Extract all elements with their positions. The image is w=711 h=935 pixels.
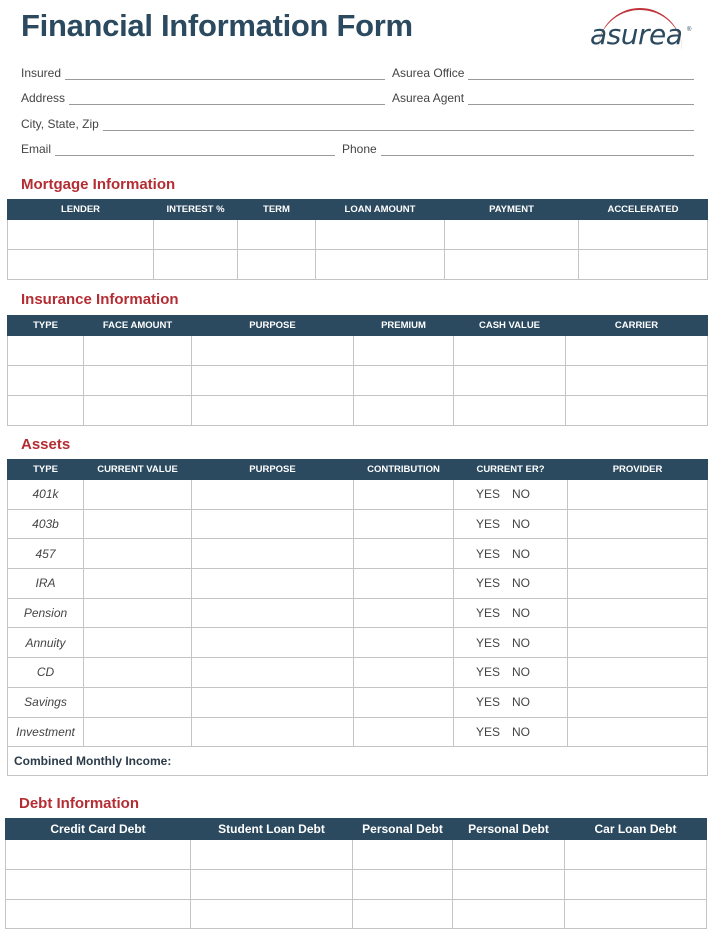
- assets-heading: Assets: [21, 436, 71, 453]
- cell[interactable]: [354, 628, 454, 658]
- asset-row: [8, 598, 708, 628]
- cell[interactable]: [191, 840, 353, 870]
- cell[interactable]: [354, 717, 454, 747]
- cell[interactable]: [6, 900, 191, 929]
- asset-type: 457: [8, 539, 84, 569]
- asset-type: Annuity: [8, 628, 84, 658]
- current-er-cell: [454, 717, 568, 747]
- cell[interactable]: [8, 336, 84, 366]
- cell[interactable]: [84, 598, 192, 628]
- cell[interactable]: [8, 250, 154, 280]
- combined-income-label[interactable]: Combined Monthly Income:: [8, 747, 708, 776]
- cell[interactable]: [566, 396, 708, 426]
- col-lender: LENDER: [8, 200, 154, 220]
- col-personal-debt-2: Personal Debt: [453, 819, 565, 840]
- cell[interactable]: [84, 539, 192, 569]
- email-field[interactable]: [21, 140, 335, 156]
- col-payment: PAYMENT: [445, 200, 579, 220]
- cell[interactable]: [445, 250, 579, 280]
- cell[interactable]: [354, 336, 454, 366]
- cell[interactable]: [192, 480, 354, 510]
- asset-type: CD: [8, 658, 84, 688]
- cell[interactable]: [192, 687, 354, 717]
- current-er-cell: [454, 539, 568, 569]
- cell[interactable]: [238, 220, 316, 250]
- cell[interactable]: [192, 598, 354, 628]
- cell[interactable]: [238, 250, 316, 280]
- col-accelerated: ACCELERATED: [579, 200, 708, 220]
- asset-row: [8, 628, 708, 658]
- yes-option[interactable]: YES: [476, 606, 501, 621]
- cell[interactable]: [84, 687, 192, 717]
- cell[interactable]: [84, 717, 192, 747]
- asset-type: 403b: [8, 509, 84, 539]
- cell[interactable]: [316, 250, 445, 280]
- col-carrier: CARRIER: [566, 316, 708, 336]
- col-cash-value: CASH VALUE: [454, 316, 566, 336]
- col-term: TERM: [238, 200, 316, 220]
- cell[interactable]: [354, 687, 454, 717]
- cell[interactable]: [565, 840, 707, 870]
- yes-option[interactable]: YES: [476, 695, 501, 710]
- agent-input[interactable]: [468, 92, 694, 105]
- col-purpose: PURPOSE: [192, 460, 354, 480]
- cell[interactable]: [353, 840, 453, 870]
- cell[interactable]: [354, 658, 454, 688]
- cell[interactable]: [354, 366, 454, 396]
- cell[interactable]: [354, 509, 454, 539]
- cell[interactable]: [8, 366, 84, 396]
- agent-field[interactable]: [392, 89, 694, 105]
- col-loan-amount: LOAN AMOUNT: [316, 200, 445, 220]
- cell[interactable]: [6, 840, 191, 870]
- no-option[interactable]: NO: [512, 487, 530, 502]
- asset-type: Investment: [8, 717, 84, 747]
- col-student-loan-debt: Student Loan Debt: [191, 819, 353, 840]
- email-input[interactable]: [55, 143, 335, 156]
- asset-type: Pension: [8, 598, 84, 628]
- table-row: [8, 396, 708, 426]
- cell[interactable]: [192, 539, 354, 569]
- address-label: Address: [21, 91, 66, 105]
- cell[interactable]: [84, 569, 192, 599]
- no-option[interactable]: NO: [512, 635, 530, 650]
- col-face-amount: FACE AMOUNT: [84, 316, 192, 336]
- cell[interactable]: [565, 870, 707, 900]
- combined-income-row: [8, 747, 708, 776]
- cell[interactable]: [568, 717, 708, 747]
- asurea-logo: [586, 4, 696, 52]
- registered-mark: ®: [687, 27, 692, 33]
- no-option[interactable]: NO: [512, 665, 530, 680]
- cell[interactable]: [8, 220, 154, 250]
- col-personal-debt: Personal Debt: [353, 819, 453, 840]
- cell[interactable]: [354, 480, 454, 510]
- table-row: [8, 220, 708, 250]
- assets-table: [7, 459, 708, 776]
- asset-row: [8, 717, 708, 747]
- cell[interactable]: [579, 220, 708, 250]
- assets-header-row: [8, 460, 708, 480]
- yes-option[interactable]: YES: [476, 635, 501, 650]
- cell[interactable]: [568, 539, 708, 569]
- cell[interactable]: [568, 598, 708, 628]
- asset-type: IRA: [8, 569, 84, 599]
- no-option[interactable]: NO: [512, 695, 530, 710]
- cell[interactable]: [454, 396, 566, 426]
- no-option[interactable]: NO: [512, 576, 530, 591]
- cell[interactable]: [191, 900, 353, 929]
- col-provider: PROVIDER: [568, 460, 708, 480]
- phone-input[interactable]: [381, 143, 694, 156]
- current-er-cell: [454, 658, 568, 688]
- col-contribution: CONTRIBUTION: [354, 460, 454, 480]
- office-field[interactable]: [392, 64, 694, 80]
- address-field[interactable]: [21, 89, 385, 105]
- asset-row: [8, 687, 708, 717]
- asset-type: Savings: [8, 687, 84, 717]
- col-current-er: CURRENT ER?: [454, 460, 568, 480]
- table-row: [8, 336, 708, 366]
- debt-table: [5, 818, 707, 929]
- current-er-cell: [454, 569, 568, 599]
- cell[interactable]: [354, 396, 454, 426]
- cell[interactable]: [192, 569, 354, 599]
- yes-option[interactable]: YES: [476, 546, 501, 561]
- current-er-cell: [454, 598, 568, 628]
- mortgage-header-row: [8, 200, 708, 220]
- cell[interactable]: [84, 396, 192, 426]
- cell[interactable]: [84, 336, 192, 366]
- cell[interactable]: [84, 509, 192, 539]
- cell[interactable]: [568, 509, 708, 539]
- cell[interactable]: [84, 658, 192, 688]
- cell[interactable]: [454, 366, 566, 396]
- cell[interactable]: [568, 658, 708, 688]
- current-er-cell: [454, 480, 568, 510]
- asset-row: [8, 658, 708, 688]
- debt-header-row: [6, 819, 707, 840]
- table-row: [8, 366, 708, 396]
- office-label: Asurea Office: [392, 66, 465, 80]
- cell[interactable]: [192, 658, 354, 688]
- cell[interactable]: [84, 480, 192, 510]
- table-row: [6, 870, 707, 900]
- no-option[interactable]: NO: [512, 724, 530, 739]
- cell[interactable]: [354, 539, 454, 569]
- cell[interactable]: [445, 220, 579, 250]
- yes-option[interactable]: YES: [476, 576, 501, 591]
- yes-option[interactable]: YES: [476, 517, 501, 532]
- cell[interactable]: [192, 366, 354, 396]
- page-title: Financial Information Form: [21, 8, 413, 43]
- phone-field[interactable]: [342, 140, 694, 156]
- city-field[interactable]: [21, 115, 694, 131]
- mortgage-table: [7, 199, 708, 280]
- no-option[interactable]: NO: [512, 606, 530, 621]
- col-credit-card-debt: Credit Card Debt: [6, 819, 191, 840]
- cell[interactable]: [454, 336, 566, 366]
- city-input[interactable]: [103, 118, 694, 131]
- address-input[interactable]: [69, 92, 385, 105]
- cell[interactable]: [8, 396, 84, 426]
- cell[interactable]: [192, 717, 354, 747]
- logo-wordmark: asurea: [590, 18, 683, 51]
- cell[interactable]: [84, 628, 192, 658]
- insurance-heading: Insurance Information: [21, 291, 179, 308]
- cell[interactable]: [566, 366, 708, 396]
- table-row: [6, 900, 707, 929]
- cell[interactable]: [154, 220, 238, 250]
- cell[interactable]: [353, 870, 453, 900]
- cell[interactable]: [565, 900, 707, 929]
- cell[interactable]: [568, 687, 708, 717]
- cell[interactable]: [353, 900, 453, 929]
- col-type: TYPE: [8, 460, 84, 480]
- insured-field[interactable]: [21, 64, 385, 80]
- insurance-header-row: [8, 316, 708, 336]
- cell[interactable]: [6, 870, 191, 900]
- cell[interactable]: [316, 220, 445, 250]
- cell[interactable]: [354, 598, 454, 628]
- cell[interactable]: [354, 569, 454, 599]
- cell[interactable]: [192, 336, 354, 366]
- mortgage-heading: Mortgage Information: [21, 176, 176, 193]
- cell[interactable]: [192, 396, 354, 426]
- current-er-cell: [454, 628, 568, 658]
- cell[interactable]: [453, 840, 565, 870]
- cell[interactable]: [579, 250, 708, 280]
- col-premium: PREMIUM: [354, 316, 454, 336]
- cell[interactable]: [192, 628, 354, 658]
- yes-option[interactable]: YES: [476, 487, 501, 502]
- cell[interactable]: [568, 628, 708, 658]
- debt-heading: Debt Information: [19, 795, 139, 812]
- cell[interactable]: [453, 870, 565, 900]
- insurance-table: [7, 315, 708, 426]
- col-interest: INTEREST %: [154, 200, 238, 220]
- col-type: TYPE: [8, 316, 84, 336]
- col-car-loan-debt: Car Loan Debt: [565, 819, 707, 840]
- cell[interactable]: [191, 870, 353, 900]
- asset-row: [8, 569, 708, 599]
- table-row: [8, 250, 708, 280]
- col-purpose: PURPOSE: [192, 316, 354, 336]
- asset-row: [8, 509, 708, 539]
- phone-label: Phone: [342, 142, 377, 156]
- insured-input[interactable]: [65, 67, 385, 80]
- cell[interactable]: [568, 569, 708, 599]
- insured-label: Insured: [21, 66, 62, 80]
- asset-type: 401k: [8, 480, 84, 510]
- email-label: Email: [21, 142, 52, 156]
- yes-option[interactable]: YES: [476, 665, 501, 680]
- current-er-cell: [454, 687, 568, 717]
- no-option[interactable]: NO: [512, 546, 530, 561]
- agent-label: Asurea Agent: [392, 91, 465, 105]
- current-er-cell: [454, 509, 568, 539]
- asset-row: [8, 480, 708, 510]
- cell[interactable]: [192, 509, 354, 539]
- yes-option[interactable]: YES: [476, 724, 501, 739]
- asset-row: [8, 539, 708, 569]
- col-current-value: CURRENT VALUE: [84, 460, 192, 480]
- cell[interactable]: [84, 366, 192, 396]
- cell[interactable]: [568, 480, 708, 510]
- no-option[interactable]: NO: [512, 517, 530, 532]
- cell[interactable]: [566, 336, 708, 366]
- city-label: City, State, Zip: [21, 117, 99, 131]
- table-row: [6, 840, 707, 870]
- cell[interactable]: [453, 900, 565, 929]
- office-input[interactable]: [468, 67, 694, 80]
- cell[interactable]: [154, 250, 238, 280]
